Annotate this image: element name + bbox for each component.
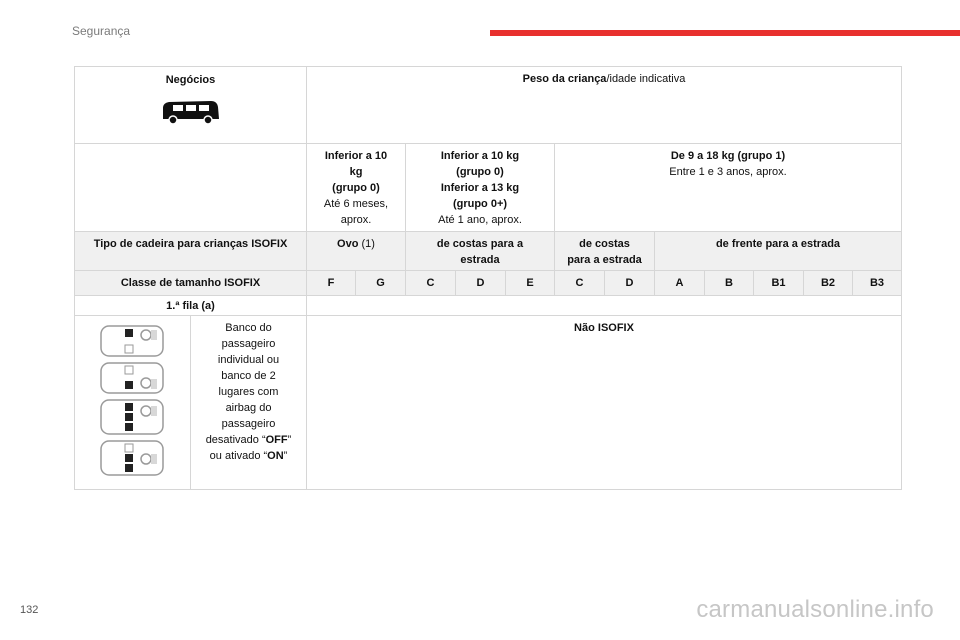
- rear2-line1: de costas: [579, 238, 630, 250]
- group1-line1: De 9 a 18 kg (grupo 1): [670, 150, 786, 162]
- airbag-off-label: OFF: [265, 434, 288, 446]
- cell-empty: [75, 144, 307, 231]
- group0plus-line3: Inferior a 13 kg: [440, 182, 520, 194]
- group0plus-line1: Inferior a 10 kg: [440, 150, 520, 162]
- class-cell: D: [605, 271, 655, 295]
- class-cell: A: [655, 271, 705, 295]
- desc-line: passageiro: [221, 338, 276, 350]
- group0-line2: kg: [349, 166, 363, 178]
- seat-type-label: Tipo de cadeira para crianças ISOFIX: [75, 232, 307, 270]
- desc-line: airbag do: [225, 402, 272, 414]
- cell-peso: [307, 67, 901, 143]
- cell-group0: [307, 144, 406, 231]
- header-accent-bar: [490, 30, 960, 36]
- airbag-on-label: ON: [267, 450, 284, 462]
- class-cell: E: [506, 271, 555, 295]
- seat-layout-icon: [99, 361, 167, 395]
- desc-line: lugares com: [218, 386, 279, 398]
- rear1-line1: de costas para a: [436, 238, 524, 250]
- desc-line: banco de 2: [221, 370, 276, 382]
- seat-layout-icon: [99, 398, 167, 436]
- forward-facing-label: de frente para a estrada: [715, 238, 841, 250]
- non-isofix-label: Não ISOFIX: [574, 322, 634, 334]
- group0-line4: Até 6 meses,: [323, 198, 389, 210]
- first-row-label: 1.ª fila (a): [75, 296, 307, 315]
- group0plus-line4: (grupo 0+): [452, 198, 508, 210]
- size-class-label: Classe de tamanho ISOFIX: [75, 271, 307, 295]
- watermark: carmanualsonline.info: [696, 596, 934, 623]
- class-cell: B2: [804, 271, 853, 295]
- ovo-note: (1): [358, 238, 375, 250]
- van-icon: [159, 99, 221, 125]
- table-row-size-class: [75, 271, 901, 296]
- class-cell: C: [406, 271, 456, 295]
- cell-seat-diagrams: [75, 316, 191, 489]
- class-cell: B1: [754, 271, 804, 295]
- table-row-seat-type: [75, 232, 901, 271]
- class-cell: D: [456, 271, 506, 295]
- cell-rear-facing-1: [406, 232, 555, 270]
- seat-layout-icon: [99, 324, 167, 358]
- cell-seat-description: [191, 316, 307, 489]
- table-row-header: [75, 67, 901, 144]
- cell-group0plus: [406, 144, 555, 231]
- rear1-line2: estrada: [460, 254, 500, 266]
- cell-ovo: [307, 232, 406, 270]
- table-row-groups: [75, 144, 901, 232]
- seat-layout-icon: [99, 324, 167, 480]
- table-row-passenger-seat: [75, 316, 901, 489]
- cell-empty: [307, 296, 901, 315]
- seat-layout-icon: [99, 439, 167, 477]
- table-row-first-row: [75, 296, 901, 316]
- desc-on-post: ”: [283, 450, 288, 462]
- peso-label: Peso da criança: [522, 73, 607, 85]
- desc-line: passageiro: [221, 418, 276, 430]
- idade-label: /idade indicativa: [606, 73, 686, 85]
- group0-line3: (grupo 0): [332, 182, 380, 194]
- desc-off-post: ”: [287, 434, 292, 446]
- cell-group1: [555, 144, 901, 231]
- class-cell: G: [356, 271, 406, 295]
- class-cell: C: [555, 271, 605, 295]
- desc-on-pre: ou ativado “: [209, 450, 268, 462]
- group0plus-line5: Até 1 ano, aprox.: [438, 214, 522, 226]
- rear2-line2: para a estrada: [567, 254, 642, 266]
- ovo-label: Ovo: [337, 238, 359, 250]
- class-cell: B: [705, 271, 754, 295]
- group0plus-line2: (grupo 0): [456, 166, 504, 178]
- desc-line-on: [191, 448, 306, 464]
- negocios-label: Negócios: [165, 74, 216, 86]
- page-number: 132: [20, 604, 39, 616]
- group1-line2: Entre 1 e 3 anos, aprox.: [669, 166, 787, 178]
- class-cell: F: [307, 271, 356, 295]
- cell-negocios: [75, 67, 307, 143]
- isofix-table: [74, 66, 902, 490]
- class-cell: B3: [869, 277, 885, 289]
- cell-rear-facing-2: [555, 232, 655, 270]
- group0-line5: aprox.: [340, 214, 372, 226]
- desc-line: Banco do: [225, 322, 272, 334]
- desc-line: individual ou: [217, 354, 280, 366]
- desc-line-off: [191, 432, 306, 448]
- group0-line1: Inferior a 10: [324, 150, 388, 162]
- desc-off-pre: desativado “: [205, 434, 266, 446]
- section-title: Segurança: [72, 24, 131, 38]
